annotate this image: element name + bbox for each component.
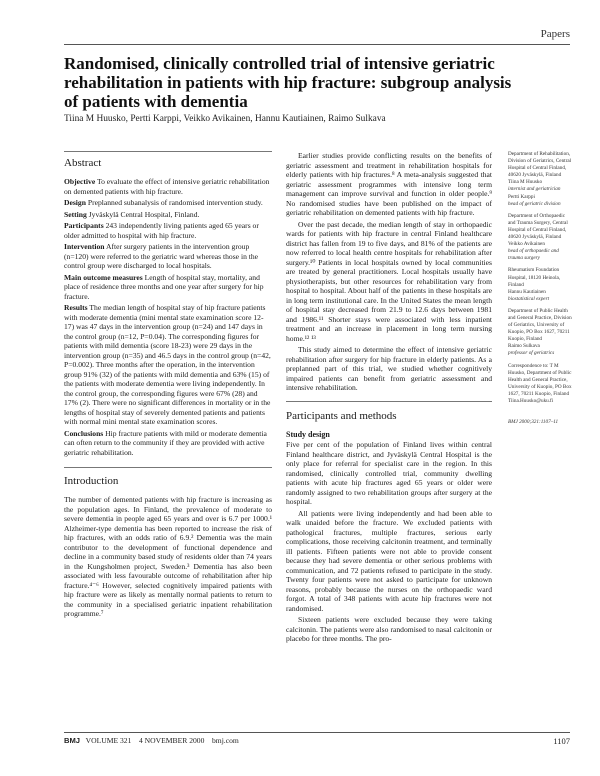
footer-journal-info bbox=[64, 736, 239, 745]
affiliation-4-address: Department of Public Health and General Practice, Division of Geriatrics, University of Kuopio, PO Box 1627, 70211 Kuopio, Finland bbox=[508, 307, 572, 343]
setting-text: Jyväskylä Central Hospital, Finland. bbox=[88, 209, 200, 219]
methods-paragraph-2: All patients were living independently and had been able to walk unaided before the fracture. We excluded patients with pathological fractures, multiple fractures, serious early complications, those receiving calcitonin treatment, and terminally ill patients. Fifteen patients were not able to provide consent because they had severe dementia or other serious problems with communication, and 72 patients refused to participate in the study. Twenty four patients were not asked to participate for unknown reasons, probably because the nurses on the orthopaedic ward forgot. A total of 348 patients with acute hip fractures were not randomised. bbox=[286, 508, 492, 613]
conclusions-text: Hip fracture patients with mild or moderate dementia can often return to the community if they are provided with active geriatric rehabilitation. bbox=[64, 428, 267, 457]
introduction-paragraph-1: The number of demented patients with hip fracture is increasing as the population ages. In Finland, the prevalence of moderate to severe dementia in people aged 65 years and over is 6.7 per 1000.¹ Alzheimer-type dementia has been reported to increase the risk of hip fractures, with an odds ratio of 6.9.² Dementia was the main contributor to the development of functional dependence and decline in a community based study of residents older than 74 years in the Kungsholmen project, Sweden.³ Dementia has also been associated with less favourable outcome of rehabilitation after hip fracture.⁴⁻⁶ However, selected cognitively impaired patients with hip fracture were as likely as mentally normal patients to return to the community in a specialised geriatric inpatient rehabilitation programme.⁷ bbox=[64, 495, 272, 618]
affiliation-3 bbox=[508, 267, 572, 302]
affiliation-1-name-2: Pertti Karppi bbox=[508, 193, 535, 200]
footer-journal: BMJ bbox=[64, 736, 81, 745]
affiliation-2-role: head of orthopaedic and trauma surgery bbox=[508, 248, 559, 262]
abstract bbox=[64, 151, 272, 457]
affiliation-1-address: Department of Rehabilitation, Division of Geriatrics, Central Hospital of Central Finland, 40620 Jyväskylä, Finland bbox=[508, 151, 572, 179]
outcomes-label: Main outcome measures bbox=[64, 272, 143, 282]
affiliation-1 bbox=[508, 151, 572, 208]
introduction-paragraph-3: Over the past decade, the median length of stay in orthopaedic wards for patients with hip fracture in central Finland healthcare district has fallen from 19 to five days, and 81% of the patients are now referred to local health centre hospitals for rehabilitation after surgery.¹⁰ Patients in local hospitals owned by local communities are treated by general practitioners. Local hospitals usually have physiotherapists, but other resources for rehabilitation vary from hospital to hospital. About half of the patients in these hospitals are in long term institutional care. In the United States the mean length of hospital stay decreased from 21.9 to 12.6 days between 1981 and 1986.¹¹ Shorter stays were associated with less inpatient treatment and an increase in placement in long term nursing home.¹² ¹³ bbox=[286, 219, 492, 343]
affiliation-3-address: Rheumatism Foundation Hospital, 18120 Heinola, Finland bbox=[508, 267, 561, 288]
conclusions-label: Conclusions bbox=[64, 428, 104, 438]
intervention-label: Intervention bbox=[64, 242, 105, 251]
outcomes-text: Length of hospital stay, mortality, and place of residence three months and one year after surgery for hip fracture. bbox=[64, 272, 264, 301]
introduction bbox=[64, 467, 272, 619]
footer-volume: VOLUME 321 bbox=[85, 736, 132, 745]
article-title: Randomised, clinically controlled trial of intensive geriatric rehabilitation in patients with hip fracture: subgroup analysis of patients with dementia bbox=[64, 54, 512, 111]
citation: BMJ 2000;321:1107–11 bbox=[508, 419, 559, 426]
section-label: Papers bbox=[540, 28, 570, 40]
results-label: Results bbox=[64, 303, 88, 312]
abstract-setting bbox=[64, 210, 272, 220]
introduction-paragraph-2: Earlier studies provide conflicting results on the benefits of geriatric assessment and treatment in rehabilitation hospitals for elderly patients with hip fractures.⁸ A meta-analysis suggested that geriatric assessment programmes with intensive long term management can improve survival and function in older people.⁹ No randomised studies have been published on the impact of geriatric rehabilitation on demented patients with hip fracture. bbox=[286, 151, 492, 217]
abstract-results bbox=[64, 303, 272, 427]
affiliation-1-role: internist and geriatrician bbox=[508, 186, 561, 193]
methods-paragraph-1: Five per cent of the population of Finland lives within central Finland healthcare district, and Jyväskylä Central Hospital is the only place for referral for specialist care in the region. In this randomised, clinically controlled trial, community dwelling patients with acute hip fractures aged 65 years or older were randomly assigned to two rehabilitation groups after surgery at the hospital. bbox=[286, 440, 492, 506]
footer-site: bmj.com bbox=[211, 736, 239, 745]
abstract-intervention bbox=[64, 242, 272, 271]
design-text: Preplanned subanalysis of randomised intervention study. bbox=[87, 198, 263, 207]
methods-section bbox=[286, 401, 492, 644]
abstract-heading: Abstract bbox=[64, 157, 102, 169]
setting-label: Setting bbox=[64, 209, 87, 219]
affiliation-1-name: Tiina M Huusko bbox=[508, 179, 543, 186]
participants-label: Participants bbox=[64, 221, 104, 230]
column-left bbox=[64, 151, 272, 621]
affiliation-4-role: professor of geriatrics bbox=[508, 350, 555, 357]
abstract-design bbox=[64, 198, 272, 208]
affiliation-3-role: biostatistical expert bbox=[508, 295, 550, 302]
design-label: Design bbox=[64, 198, 86, 207]
introduction-paragraph-4: This study aimed to determine the effect of intensive geriatric rehabilitation after surgery for hip fracture in elderly patients. As a preplanned part of this trial, we studied whether cognitively impaired patients can benefit from geriatric assessment and intensive rehabilitation. bbox=[286, 345, 492, 392]
affiliation-2-address: Department of Orthopaedic and Trauma Surgery, Central Hospital of Central Finland, 40620 Jyväskylä, Finland bbox=[508, 212, 568, 241]
objective-label: Objective bbox=[64, 177, 96, 186]
column-middle bbox=[286, 151, 492, 646]
methods-heading: Participants and methods bbox=[286, 409, 397, 422]
introduction-heading: Introduction bbox=[64, 475, 119, 487]
correspondence: Correspondence to: T M Huusko, Department of Public Health and General Practice, University of Kuopio, PO Box 1627, 70211 Kuopio, Finland Tiina.Huusko@uku.fi bbox=[508, 362, 572, 404]
affiliation-3-name: Hannu Kautiainen bbox=[508, 288, 546, 295]
affiliation-1-role-2: head of geriatric division bbox=[508, 200, 561, 207]
affiliations-sidebar bbox=[508, 151, 572, 431]
abstract-participants bbox=[64, 221, 272, 240]
header-rule bbox=[64, 44, 570, 45]
abstract-outcomes bbox=[64, 273, 272, 302]
affiliation-2 bbox=[508, 213, 572, 263]
abstract-conclusions bbox=[64, 429, 272, 458]
methods-paragraph-3: Sixteen patients were excluded because they were taking calcitonin. The patients were also randomised to nasal calcitonin or placebo for three months. The pro- bbox=[286, 615, 492, 643]
affiliation-4 bbox=[508, 308, 572, 358]
results-text: The median length of hospital stay of hip fracture patients with moderate dementia (mini mental state examination score 12-17) was 47 days in the intervention group (n=24) and 147 days in the control group (n=12, P=0.04). The corresponding figures for patients with mild dementia (score 18-23) were 29 days in the intervention group (n=35) and 46.5 days in the control group (n=42, P=0.002). Three months after the operation, in the intervention group 91% (32) of the patients with mild dementia and 63% (15) of the patients with moderate dementia were living independently. In the control group, the corresponding figures were 67% (28) and 17% (2). There were no significant differences in mortality or in the lengths of hospital stay of severely demented patients and patients with normal mini mental state examination scores. bbox=[64, 303, 271, 426]
page-number: 1107 bbox=[553, 736, 570, 746]
intervention-text: After surgery patients in the intervention group (n=120) were referred to the geriatric ward whereas those in the control group were discharged to local hospitals. bbox=[64, 242, 259, 270]
study-design-heading: Study design bbox=[286, 429, 330, 439]
footer-rule bbox=[64, 732, 570, 733]
objective-text: To evaluate the effect of intensive geriatric rehabilitation on demented patients with hip fracture. bbox=[64, 177, 270, 196]
participants-text: 243 independently living patients aged 65 years or older admitted to hospital with hip fracture. bbox=[64, 221, 259, 240]
affiliation-4-name: Raimo Sulkava bbox=[508, 343, 540, 350]
author-list: Tiina M Huusko, Pertti Karppi, Veikko Avikainen, Hannu Kautiainen, Raimo Sulkava bbox=[64, 114, 386, 124]
footer-date: 4 NOVEMBER 2000 bbox=[138, 736, 205, 745]
affiliation-2-name: Veikko Avikainen bbox=[508, 241, 545, 248]
abstract-objective bbox=[64, 177, 272, 196]
